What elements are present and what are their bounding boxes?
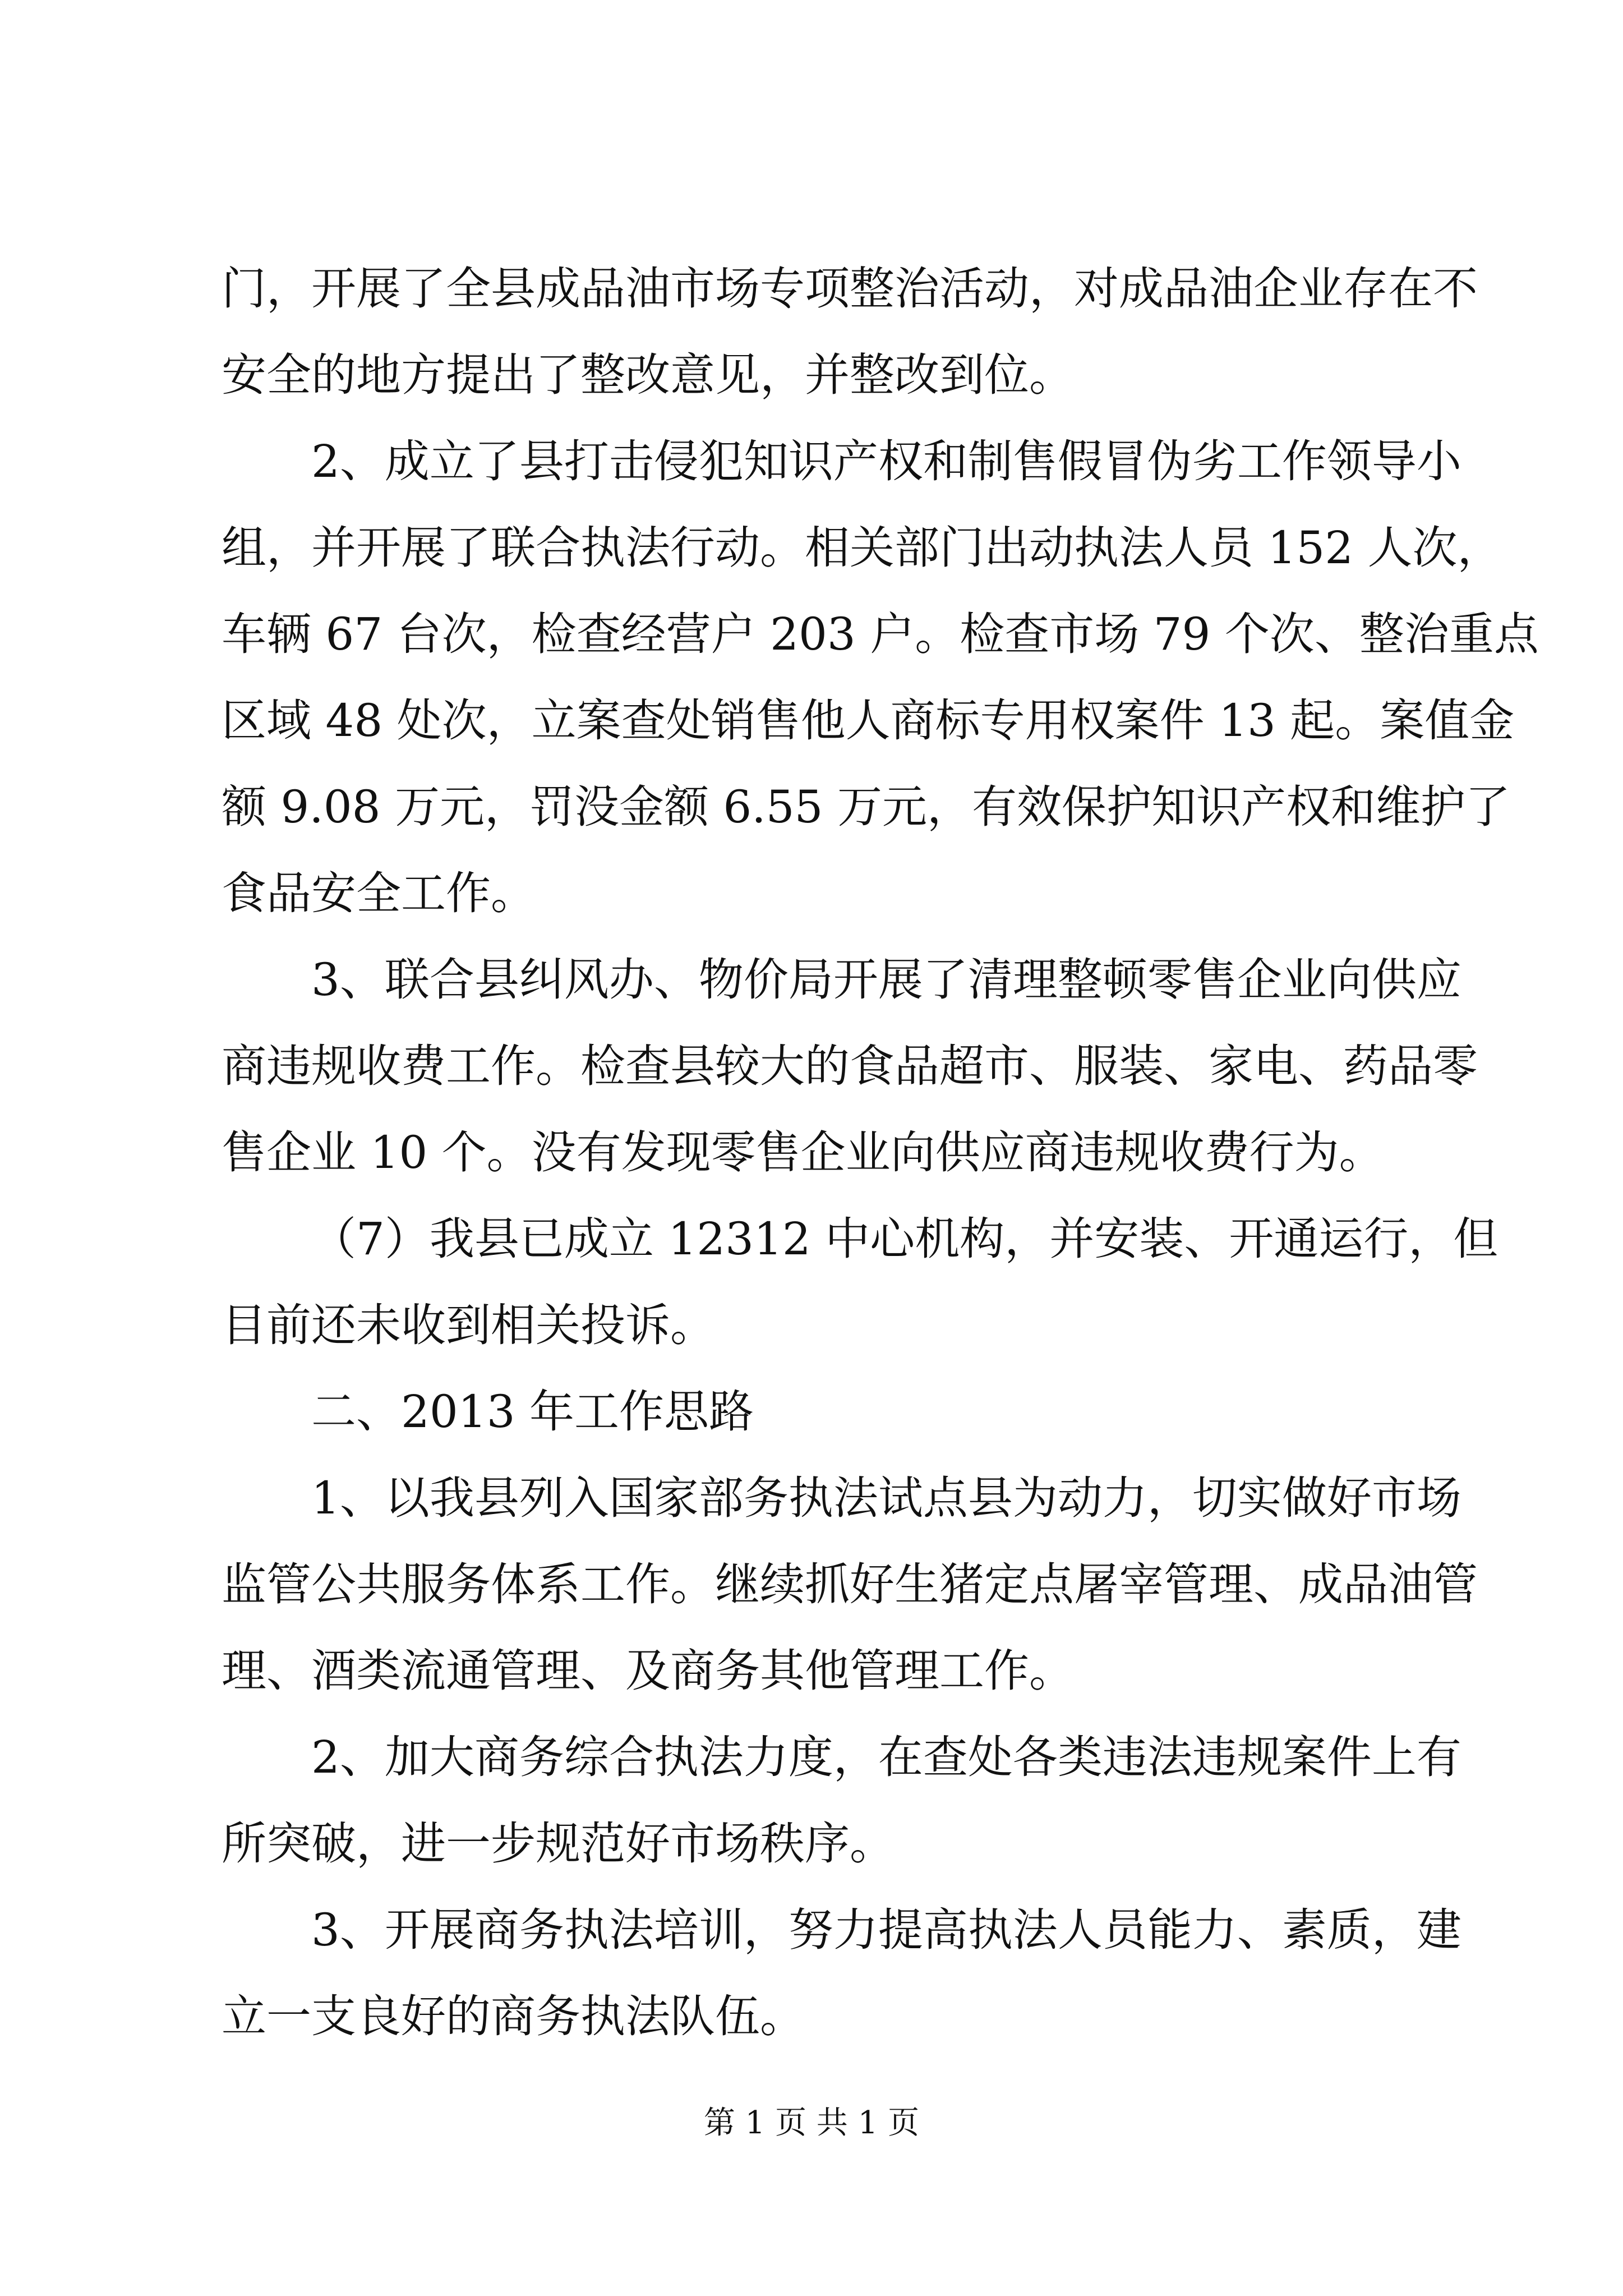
text-line: 商违规收费工作。检查县较大的食品超市、服装、家电、药品零 — [222, 1040, 1478, 1092]
text-line: 组，并开展了联合执法行动。相关部门出动执法人员 152 人次， — [222, 522, 1502, 574]
text-line: 售企业 10 个。没有发现零售企业向供应商违规收费行为。 — [222, 1126, 1384, 1179]
text-line: 3、联合县纠风办、物价局开展了清理整顿零售企业向供应 — [311, 954, 1461, 1006]
text-line: 安全的地方提出了整改意见，并整改到位。 — [222, 349, 1074, 401]
text-line: 额 9.08 万元，罚没金额 6.55 万元，有效保护知识产权和维护了 — [222, 781, 1510, 833]
text-line: 车辆 67 台次，检查经营户 203 户。检查市场 79 个次、整治重点 — [222, 608, 1539, 660]
document-body — [222, 246, 1539, 2060]
text-line: 立一支良好的商务执法队伍。 — [222, 1990, 805, 2042]
text-line: 理、酒类流通管理、及商务其他管理工作。 — [222, 1645, 1074, 1697]
text-line: 目前还未收到相关投诉。 — [222, 1299, 715, 1351]
text-line: 所突破，进一步规范好市场秩序。 — [222, 1818, 895, 1870]
text-line: 1、以我县列入国家部务执法试点县为动力，切实做好市场 — [311, 1472, 1461, 1524]
text-line: 监管公共服务体系工作。继续抓好生猪定点屠宰管理、成品油管 — [222, 1558, 1478, 1611]
section-heading: 二、2013 年工作思路 — [311, 1386, 754, 1438]
text-line: （7）我县已成立 12312 中心机构，并安装、开通运行，但 — [311, 1213, 1498, 1265]
page-footer: 第 1 页 共 1 页 — [703, 2105, 920, 2141]
text-line: 3、开展商务执法培训，努力提高执法人员能力、素质，建 — [311, 1904, 1461, 1956]
text-line: 门，开展了全县成品油市场专项整治活动，对成品油企业存在不 — [222, 263, 1478, 315]
text-line: 区域 48 处次，立案查处销售他人商标专用权案件 13 起。案值金 — [222, 694, 1515, 747]
text-line: 2、成立了县打击侵犯知识产权和制售假冒伪劣工作领导小 — [311, 435, 1461, 487]
text-line: 食品安全工作。 — [222, 867, 536, 919]
text-line: 2、加大商务综合执法力度，在查处各类违法违规案件上有 — [311, 1731, 1461, 1783]
